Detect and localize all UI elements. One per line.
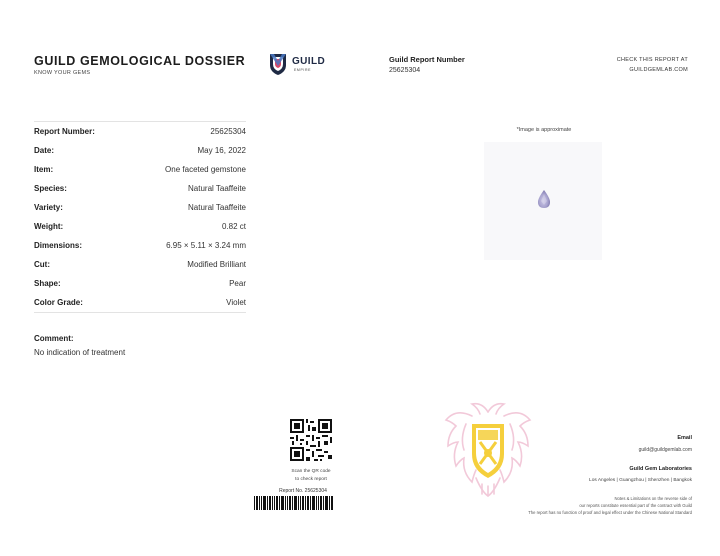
detail-row (34, 122, 246, 141)
email-label: Email (677, 435, 692, 441)
detail-label: Weight: (34, 222, 64, 231)
logo-subtext: EMPIRE (294, 68, 312, 72)
detail-row (34, 293, 246, 312)
detail-value: Modified Brilliant (187, 260, 246, 269)
detail-label: Color Grade: (34, 298, 83, 307)
detail-row (34, 198, 246, 217)
detail-row (34, 255, 246, 274)
check-report-text (617, 55, 688, 75)
lab-name: Guild Gem Laboratories (629, 466, 692, 472)
detail-value: Pear (229, 279, 246, 288)
guild-logo (268, 52, 338, 76)
detail-label: Report Number: (34, 127, 95, 136)
comment-label: Comment: (34, 334, 74, 343)
notes-line-1: Notes & Limitations on the reverse side of (614, 496, 692, 501)
report-number-label: Guild Report Number (389, 55, 465, 64)
detail-row (34, 141, 246, 160)
detail-row (34, 160, 246, 179)
detail-value: 25625304 (210, 127, 246, 136)
barcode (254, 496, 334, 510)
detail-label: Shape: (34, 279, 61, 288)
qr-code[interactable] (288, 417, 334, 463)
detail-value: 6.95 × 5.11 × 3.24 mm (166, 241, 246, 250)
qr-line-1: Scan the QR code (291, 469, 331, 474)
detail-value: Natural Taaffeite (188, 203, 246, 212)
report-number-value: 25625304 (389, 67, 421, 74)
gem-image (484, 142, 602, 260)
qr-report-number: Report No. 25625304 (279, 488, 327, 494)
detail-row (34, 236, 246, 255)
detail-value: Violet (226, 298, 246, 307)
detail-label: Cut: (34, 260, 50, 269)
detail-row (34, 274, 246, 293)
image-approximate-note: *Image is approximate (516, 127, 572, 133)
notes-line-3: The report has no function of proof and legal effect under the Chinese National Standard (528, 510, 692, 515)
comment-value: No indication of treatment (34, 348, 126, 357)
detail-value: Natural Taaffeite (188, 184, 246, 193)
detail-value: 0.82 ct (221, 222, 246, 231)
detail-value: One faceted gemstone (165, 165, 246, 174)
guild-eagle-seal (442, 398, 534, 498)
notes-limitations (528, 495, 692, 516)
document-title: GUILD GEMOLOGICAL DOSSIER (34, 54, 246, 68)
qr-line-2: to check report (295, 476, 327, 482)
detail-row (34, 217, 246, 236)
detail-row (34, 179, 246, 198)
detail-label: Date: (34, 146, 55, 155)
guild-shield-icon (268, 52, 288, 76)
detail-label: Dimensions: (34, 241, 83, 250)
detail-label: Item: (34, 165, 54, 174)
notes-line-2: our reports constitute essential part of the contract with Guild (579, 503, 692, 508)
tagline: KNOW YOUR GEMS (34, 70, 91, 76)
details-table (34, 121, 246, 313)
detail-label: Variety: (34, 203, 63, 212)
pear-gem-icon (537, 189, 551, 209)
qr-instructions (272, 468, 350, 483)
detail-value: May 16, 2022 (197, 146, 246, 155)
check-line-2: GUILDGEMLAB.COM (629, 67, 688, 73)
email-value[interactable]: guild@guildgemlab.com (638, 447, 692, 453)
detail-label: Species: (34, 184, 67, 193)
logo-wordmark: GUILD (292, 56, 326, 67)
check-line-1: CHECK THIS REPORT AT (616, 57, 688, 63)
lab-cities: Los Angeles | Guangzhou | Shenzhen | Bangkok (589, 478, 692, 483)
